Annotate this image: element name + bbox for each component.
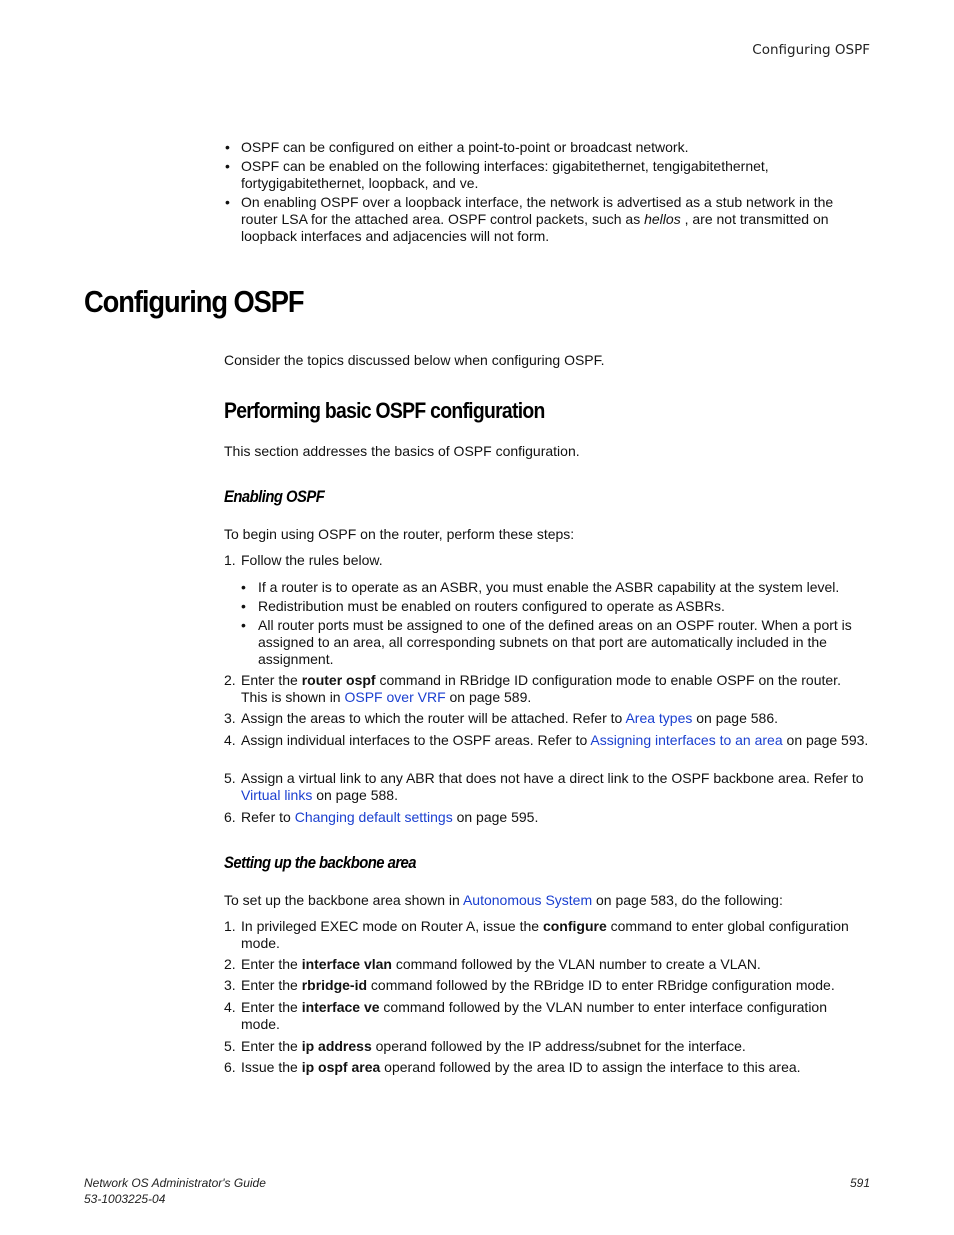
link-assigning-interfaces[interactable]: Assigning interfaces to an area bbox=[590, 732, 783, 748]
subsection-intro: This section addresses the basics of OSPF configuration. bbox=[224, 443, 580, 459]
link-autonomous-system[interactable]: Autonomous System bbox=[462, 892, 593, 908]
footer-doc-number: 53-1003225-04 bbox=[84, 1192, 166, 1206]
enabling-step-2: 2. Enter the router ospf command in RBridge ID configuration mode to enable OSPF on the router. This is shown in OSPF over VRF on page 589. bbox=[224, 672, 841, 705]
link-changing-default-settings[interactable]: Changing default settings bbox=[294, 809, 453, 825]
enabling-step-3: 3. Assign the areas to which the router will be attached. Refer to Area types on page 586. bbox=[224, 710, 779, 726]
enabling-step-4: 4. Assign individual interfaces to the OSPF areas. Refer to Assigning interfaces to an area on page 593. bbox=[224, 732, 869, 748]
link-virtual-links[interactable]: Virtual links bbox=[241, 787, 313, 803]
bullet-text: On enabling OSPF over a loopback interface, the network is advertised as a stub network in the router LSA for the attached area. OSPF control packets, such as hellos , are not transmitted on loopback interfaces and adjacencies will not form. bbox=[241, 194, 834, 244]
intro-bullet-2 bbox=[225, 158, 855, 192]
bullet-glyph: • bbox=[225, 194, 230, 210]
section-title: Configuring OSPF bbox=[84, 284, 304, 319]
intro-bullet-3 bbox=[225, 194, 855, 245]
running-header: Configuring OSPF bbox=[752, 42, 870, 58]
footer-page-number: 591 bbox=[849, 1176, 870, 1190]
rule-item: • If a router is to operate as an ASBR, you must enable the ASBR capability at the system level. bbox=[241, 579, 840, 595]
enabling-step-6: 6. Refer to Changing default settings on page 595. bbox=[224, 809, 539, 825]
enabling-intro: To begin using OSPF on the router, perform these steps: bbox=[224, 526, 575, 542]
subsection-title: Performing basic OSPF configuration bbox=[224, 398, 545, 423]
backbone-step-1: 1. In privileged EXEC mode on Router A, issue the configure command to enter global configuration mode. bbox=[224, 918, 849, 951]
enabling-title: Enabling OSPF bbox=[224, 488, 325, 506]
footer-book-title: Network OS Administrator's Guide bbox=[84, 1176, 266, 1190]
backbone-step-5: 5. Enter the ip address operand followed by the IP address/subnet for the interface. bbox=[224, 1038, 746, 1054]
bullet-glyph: • bbox=[225, 158, 230, 174]
enabling-step-5: 5. Assign a virtual link to any ABR that does not have a direct link to the OSPF backbone area. Refer to Virtual links on page 588. bbox=[224, 770, 864, 803]
intro-bullet-1 bbox=[225, 139, 855, 156]
backbone-title: Setting up the backbone area bbox=[224, 854, 417, 872]
bullet-text: OSPF can be enabled on the following interfaces: gigabitethernet, tengigabitethernet, fortygigabitethernet, loopback, and ve. bbox=[241, 158, 769, 191]
bullet-glyph: • bbox=[225, 139, 230, 155]
backbone-intro: To set up the backbone area shown in Autonomous System on page 583, do the following: bbox=[224, 892, 783, 908]
link-ospf-over-vrf[interactable]: OSPF over VRF bbox=[344, 689, 446, 705]
backbone-step-6: 6. Issue the ip ospf area operand followed by the area ID to assign the interface to this area. bbox=[224, 1059, 801, 1075]
link-area-types[interactable]: Area types bbox=[625, 710, 693, 726]
emphasis-hellos: hellos bbox=[644, 211, 681, 227]
backbone-step-4: 4. Enter the interface ve command followed by the VLAN number to enter interface configuration mode. bbox=[224, 999, 827, 1032]
backbone-step-2: 2. Enter the interface vlan command followed by the VLAN number to create a VLAN. bbox=[224, 956, 761, 972]
section-intro: Consider the topics discussed below when configuring OSPF. bbox=[224, 352, 605, 368]
enabling-step-1: 1. Follow the rules below. bbox=[224, 552, 383, 568]
bullet-text: OSPF can be configured on either a point-to-point or broadcast network. bbox=[241, 139, 689, 155]
rule-item: • All router ports must be assigned to one of the defined areas on an OSPF router. When a port is assigned to an area, all corresponding subnets on that port are automatically included in the assignment. bbox=[241, 617, 852, 667]
rule-item: • Redistribution must be enabled on routers configured to operate as ASBRs. bbox=[241, 598, 725, 614]
footer-left bbox=[84, 1175, 266, 1207]
backbone-step-3: 3. Enter the rbridge-id command followed by the RBridge ID to enter RBridge configuration mode. bbox=[224, 977, 835, 993]
